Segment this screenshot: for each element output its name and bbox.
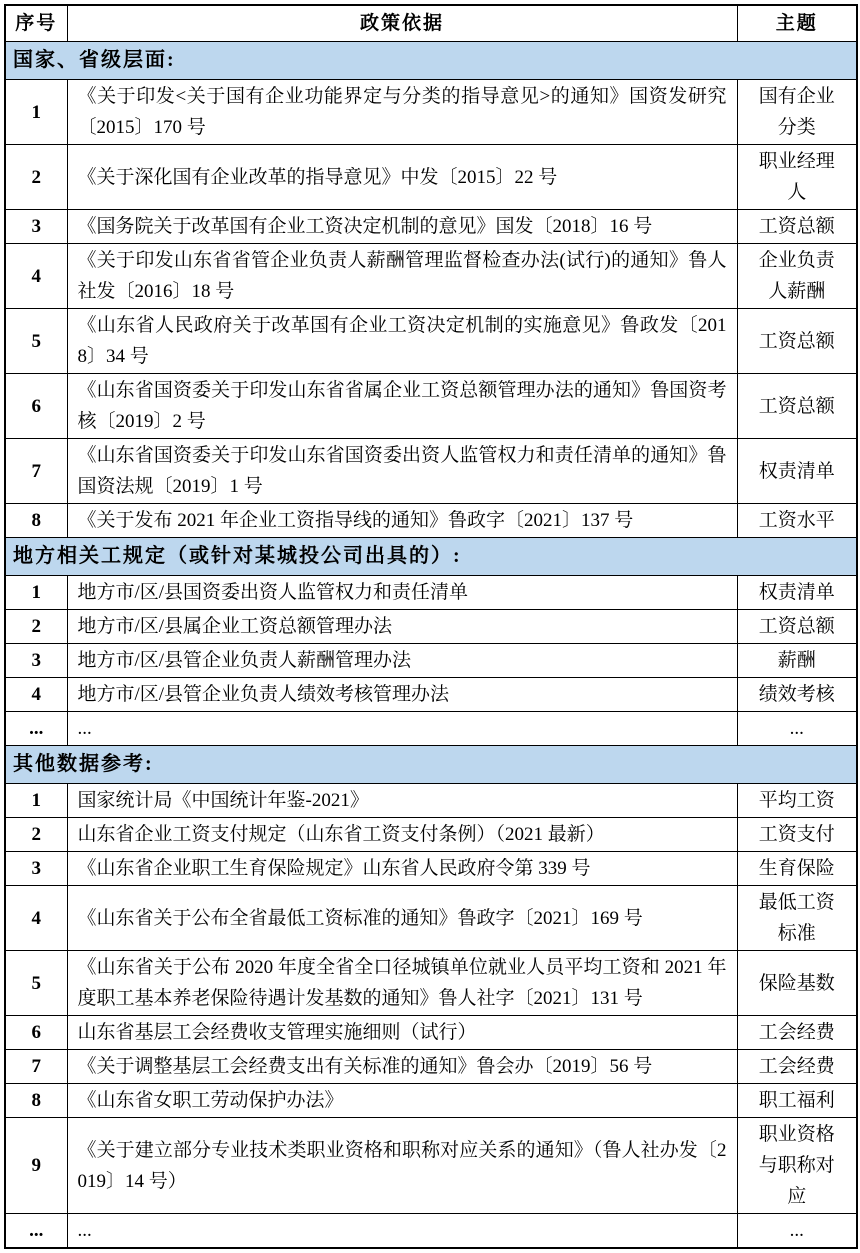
policy-cell: 国家统计局《中国统计年鉴-2021》 <box>67 784 737 818</box>
topic-cell: 工资总额 <box>737 210 857 244</box>
section-header-row <box>5 538 857 576</box>
row-number: 8 <box>5 504 67 538</box>
policy-cell: 《山东省企业职工生育保险规定》山东省人民政府令第 339 号 <box>67 852 737 886</box>
row-number: 1 <box>5 576 67 610</box>
policy-cell: 地方市/区/县国资委出资人监管权力和责任清单 <box>67 576 737 610</box>
table-row <box>5 610 857 644</box>
table-row <box>5 504 857 538</box>
topic-cell: 工会经费 <box>737 1016 857 1050</box>
row-number: 7 <box>5 439 67 504</box>
section-title-other-data: 其他数据参考: <box>5 746 857 784</box>
row-number: 5 <box>5 309 67 374</box>
row-number: 8 <box>5 1084 67 1118</box>
row-number: 1 <box>5 80 67 145</box>
policy-cell: ... <box>67 1214 737 1249</box>
policy-cell: 《关于印发<关于国有企业功能界定与分类的指导意见>的通知》国资发研究〔2015〕170 号 <box>67 80 737 145</box>
topic-cell: 绩效考核 <box>737 678 857 712</box>
section-title-local-regulations: 地方相关工规定（或针对某城投公司出具的）: <box>5 538 857 576</box>
topic-cell: 职工福利 <box>737 1084 857 1118</box>
row-number: ... <box>5 712 67 746</box>
topic-cell: 平均工资 <box>737 784 857 818</box>
topic-cell: 生育保险 <box>737 852 857 886</box>
policy-cell: ... <box>67 712 737 746</box>
table-row <box>5 1084 857 1118</box>
table-row-ellipsis <box>5 712 857 746</box>
row-number: 9 <box>5 1118 67 1214</box>
row-number: 1 <box>5 784 67 818</box>
row-number: 2 <box>5 818 67 852</box>
table-row <box>5 678 857 712</box>
table-row <box>5 80 857 145</box>
table-row <box>5 886 857 951</box>
policy-cell: 地方市/区/县管企业负责人薪酬管理办法 <box>67 644 737 678</box>
topic-cell: ... <box>737 1214 857 1249</box>
table-row <box>5 309 857 374</box>
topic-cell: 工资总额 <box>737 309 857 374</box>
policy-cell: 山东省企业工资支付规定（山东省工资支付条例）（2021 最新） <box>67 818 737 852</box>
section-title-national-provincial: 国家、省级层面: <box>5 42 857 80</box>
policy-cell: 《关于深化国有企业改革的指导意见》中发〔2015〕22 号 <box>67 145 737 210</box>
column-header-no: 序号 <box>5 5 67 42</box>
policy-basis-table <box>4 4 858 1249</box>
section-header-row <box>5 42 857 80</box>
policy-cell: 《国务院关于改革国有企业工资决定机制的意见》国发〔2018〕16 号 <box>67 210 737 244</box>
policy-cell: 《山东省关于公布 2020 年度全省全口径城镇单位就业人员平均工资和 2021 年度职工基本养老保险待遇计发基数的通知》鲁人社字〔2021〕131 号 <box>67 951 737 1016</box>
topic-cell: 国有企业分类 <box>737 80 857 145</box>
table-row <box>5 145 857 210</box>
table-row <box>5 951 857 1016</box>
table-row <box>5 439 857 504</box>
table-row <box>5 1016 857 1050</box>
table-row <box>5 1050 857 1084</box>
row-number: 5 <box>5 951 67 1016</box>
topic-cell: ... <box>737 712 857 746</box>
policy-cell: 《山东省国资委关于印发山东省省属企业工资总额管理办法的通知》鲁国资考核〔2019〕2 号 <box>67 374 737 439</box>
row-number: 6 <box>5 1016 67 1050</box>
topic-cell: 权责清单 <box>737 439 857 504</box>
policy-cell: 《关于建立部分专业技术类职业资格和职称对应关系的通知》（鲁人社办发〔2019〕14 号） <box>67 1118 737 1214</box>
policy-cell: 《关于印发山东省省管企业负责人薪酬管理监督检查办法(试行)的通知》鲁人社发〔2016〕18 号 <box>67 244 737 309</box>
policy-cell: 《山东省国资委关于印发山东省国资委出资人监管权力和责任清单的通知》鲁国资法规〔2019〕1 号 <box>67 439 737 504</box>
topic-cell: 薪酬 <box>737 644 857 678</box>
table-row <box>5 644 857 678</box>
table-row <box>5 784 857 818</box>
row-number: 2 <box>5 145 67 210</box>
row-number: 3 <box>5 210 67 244</box>
row-number: 6 <box>5 374 67 439</box>
topic-cell: 工资总额 <box>737 374 857 439</box>
row-number: 3 <box>5 644 67 678</box>
row-number: 4 <box>5 678 67 712</box>
table-row-ellipsis <box>5 1214 857 1249</box>
table-row <box>5 374 857 439</box>
row-number: 4 <box>5 886 67 951</box>
table-row <box>5 210 857 244</box>
table-row <box>5 244 857 309</box>
column-header-policy: 政策依据 <box>67 5 737 42</box>
section-header-row <box>5 746 857 784</box>
row-number: 4 <box>5 244 67 309</box>
row-number: 3 <box>5 852 67 886</box>
topic-cell: 企业负责人薪酬 <box>737 244 857 309</box>
topic-cell: 职业经理人 <box>737 145 857 210</box>
policy-cell: 《山东省人民政府关于改革国有企业工资决定机制的实施意见》鲁政发〔2018〕34 号 <box>67 309 737 374</box>
column-header-row <box>5 5 857 42</box>
policy-cell: 山东省基层工会经费收支管理实施细则（试行） <box>67 1016 737 1050</box>
table-row <box>5 1118 857 1214</box>
topic-cell: 工资总额 <box>737 610 857 644</box>
policy-cell: 《关于发布 2021 年企业工资指导线的通知》鲁政字〔2021〕137 号 <box>67 504 737 538</box>
topic-cell: 工资水平 <box>737 504 857 538</box>
row-number: ... <box>5 1214 67 1249</box>
policy-cell: 《关于调整基层工会经费支出有关标准的通知》鲁会办〔2019〕56 号 <box>67 1050 737 1084</box>
topic-cell: 最低工资标准 <box>737 886 857 951</box>
column-header-topic: 主题 <box>737 5 857 42</box>
row-number: 2 <box>5 610 67 644</box>
policy-cell: 《山东省女职工劳动保护办法》 <box>67 1084 737 1118</box>
table-row <box>5 576 857 610</box>
topic-cell: 工资支付 <box>737 818 857 852</box>
topic-cell: 工会经费 <box>737 1050 857 1084</box>
table-row <box>5 818 857 852</box>
policy-cell: 地方市/区/县管企业负责人绩效考核管理办法 <box>67 678 737 712</box>
policy-cell: 《山东省关于公布全省最低工资标准的通知》鲁政字〔2021〕169 号 <box>67 886 737 951</box>
topic-cell: 保险基数 <box>737 951 857 1016</box>
topic-cell: 职业资格与职称对应 <box>737 1118 857 1214</box>
table-row <box>5 852 857 886</box>
topic-cell: 权责清单 <box>737 576 857 610</box>
policy-cell: 地方市/区/县属企业工资总额管理办法 <box>67 610 737 644</box>
row-number: 7 <box>5 1050 67 1084</box>
